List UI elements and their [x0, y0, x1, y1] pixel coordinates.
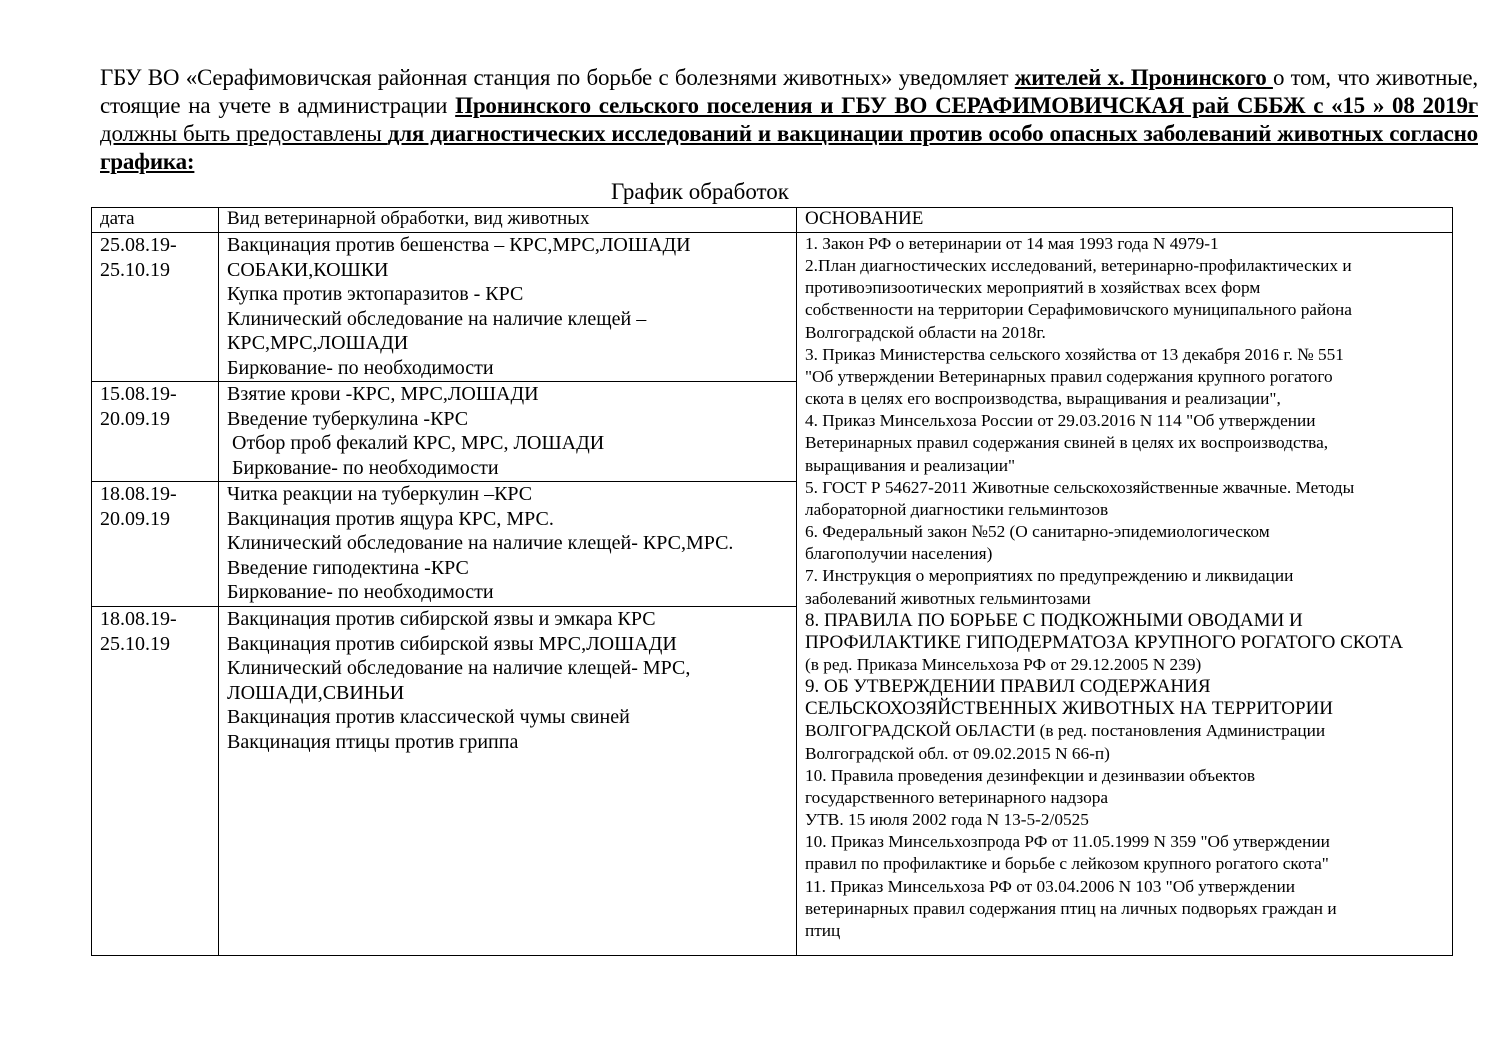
- basis-line: ПРОФИЛАКТИКЕ ГИПОДЕРМАТОЗА КРУПНОГО РОГАТОГО СКОТА: [805, 631, 1404, 653]
- date-start: 25.08.19-: [100, 234, 177, 256]
- date-cell: [92, 233, 219, 382]
- basis-line: 6. Федеральный закон №52 (О санитарно-эпидемиологическом: [805, 522, 1270, 542]
- basis-line: птиц: [805, 920, 841, 940]
- procedure-line: Купка против эктопаразитов - КРС: [227, 283, 524, 306]
- procedure-line: КРС,МРС,ЛОШАДИ: [227, 332, 409, 355]
- procedure-line: Клинический обследование на наличие клещей –: [227, 307, 647, 330]
- procedure-line: Отбор проб фекалий КРС, МРС, ЛОШАДИ: [227, 432, 605, 455]
- procedure-line: Взятие крови -КРС, МРС,ЛОШАДИ: [227, 383, 539, 405]
- basis-line: СЕЛЬСКОХОЗЯЙСТВЕННЫХ ЖИВОТНЫХ НА ТЕРРИТОРИИ: [805, 698, 1334, 720]
- basis-line: УТВ. 15 июля 2002 года N 13-5-2/0525: [805, 810, 1089, 830]
- procedure-line: ЛОШАДИ,СВИНЬИ: [227, 681, 405, 704]
- basis-line: 10. Приказ Минсельхозпрода РФ от 11.05.1999 N 359 "Об утверждении: [805, 832, 1330, 852]
- date-cell: [92, 382, 219, 482]
- basis-line: Волгоградской обл. от 09.02.2015 N 66-п): [805, 743, 1110, 763]
- date-end: 20.09.19: [100, 507, 170, 530]
- basis-line: ВОЛГОГРАДСКОЙ ОБЛАСТИ (в ред. постановления Администрации: [805, 721, 1326, 741]
- procedure-line: Биркование- по необходимости: [227, 356, 494, 379]
- date-start: 18.08.19-: [100, 483, 177, 505]
- procedure-line: Биркование- по необходимости: [227, 456, 499, 479]
- procedure-line: Вакцинация против бешенства – КРС,МРС,ЛОШАДИ: [227, 234, 691, 256]
- basis-line: скота в целях его воспроизводства, выращивания и реализации",: [805, 389, 1281, 409]
- header-date: дата: [92, 208, 219, 233]
- notice-paragraph: [100, 64, 1478, 176]
- basis-line: Волгоградской области на 2018г.: [805, 322, 1046, 342]
- notice-purpose: для диагностических исследований и вакцинации против особо опасных заболеваний животных согласно графика:: [100, 121, 1478, 174]
- header-basis: ОСНОВАНИЕ: [797, 208, 1453, 233]
- basis-line: 1. Закон РФ о ветеринарии от 14 мая 1993 года N 4979-1: [805, 234, 1219, 253]
- procedure-line: Вакцинация птицы против гриппа: [227, 730, 519, 753]
- basis-line: противоэпизоотических мероприятий в хозяйствах всех форм: [805, 278, 1261, 298]
- notice-residents: жителей х. Пронинского: [1014, 65, 1273, 90]
- basis-line: заболеваний животных гельминтозами: [805, 588, 1091, 608]
- procedure-line: СОБАКИ,КОШКИ: [227, 258, 389, 281]
- notice-text-2: о том, что животные, стоящие на учете в администрации: [100, 65, 1478, 118]
- procedure-line: Биркование- по необходимости: [227, 581, 494, 604]
- procedure-cell: [219, 607, 797, 956]
- basis-line: 11. Приказ Минсельхоза РФ от 03.04.2006 N 103 "Об утверждении: [805, 876, 1296, 896]
- date-end: 20.09.19: [100, 407, 170, 430]
- date-end: 25.10.19: [100, 258, 170, 281]
- basis-line: собственности на территории Серафимовичского муниципального района: [805, 300, 1352, 320]
- basis-line: 5. ГОСТ Р 54627-2011 Животные сельскохозяйственные жвачные. Методы: [805, 477, 1355, 497]
- basis-line: 9. ОБ УТВЕРЖДЕНИИ ПРАВИЛ СОДЕРЖАНИЯ: [805, 676, 1211, 698]
- procedure-line: Введение гиподектина -КРС: [227, 556, 469, 579]
- basis-cell: [797, 233, 1453, 956]
- basis-line: Ветеринарных правил содержания свиней в целях их воспроизводства,: [805, 433, 1329, 453]
- schedule-table: [91, 207, 1453, 956]
- basis-line: благополучии населения): [805, 544, 993, 564]
- table-row: [92, 233, 1453, 382]
- basis-line: (в ред. Приказа Минсельхоза РФ от 29.12.2005 N 239): [805, 654, 1202, 674]
- header-procedure: Вид ветеринарной обработки, вид животных: [219, 208, 797, 233]
- basis-line: 2.План диагностических исследований, ветеринарно-профилактических и: [805, 256, 1352, 276]
- procedure-line: Вакцинация против ящура КРС, МРС.: [227, 507, 554, 530]
- date-end: 25.10.19: [100, 632, 170, 655]
- procedure-cell: [219, 233, 797, 382]
- basis-line: 8. ПРАВИЛА ПО БОРЬБЕ С ПОДКОЖНЫМИ ОВОДАМИ И: [805, 609, 1303, 631]
- date-start: 15.08.19-: [100, 383, 177, 405]
- basis-line: выращивания и реализации": [805, 455, 1016, 475]
- basis-line: государственного ветеринарного надзора: [805, 787, 1109, 807]
- procedure-line: Читка реакции на туберкулин –КРС: [227, 483, 533, 505]
- date-cell: [92, 607, 219, 956]
- notice-text-3: должны быть предоставлены: [100, 121, 388, 146]
- basis-line: "Об утверждении Ветеринарных правил содержания крупного рогатого: [805, 366, 1333, 386]
- procedure-line: Вакцинация против сибирской язвы и эмкара КРС: [227, 608, 656, 630]
- basis-line: 4. Приказ Минсельхоза России от 29.03.2016 N 114 "Об утверждении: [805, 411, 1316, 431]
- procedure-line: Вакцинация против классической чумы свиней: [227, 706, 630, 729]
- schedule-title: График обработок: [611, 179, 789, 204]
- basis-line: лабораторной диагностики гельминтозов: [805, 499, 1109, 519]
- basis-line: правил по профилактике и борьбе с лейкозом крупного рогатого скота": [805, 854, 1329, 874]
- basis-line: ветеринарных правил содержания птиц на личных подворьях граждан и: [805, 898, 1337, 918]
- procedure-cell: [219, 382, 797, 482]
- notice-administration: Пронинского сельского поселения и ГБУ ВО СЕРАФИМОВИЧСКАЯ рай СББЖ с «15 » 08 2019г: [455, 93, 1478, 118]
- date-cell: [92, 482, 219, 607]
- basis-line: 10. Правила проведения дезинфекции и дезинвазии объектов: [805, 765, 1256, 785]
- procedure-line: Клинический обследование на наличие клещей- КРС,МРС.: [227, 532, 734, 555]
- basis-line: 3. Приказ Министерства сельского хозяйства от 13 декабря 2016 г. № 551: [805, 344, 1344, 364]
- procedure-cell: [219, 482, 797, 607]
- procedure-line: Вакцинация против сибирской язвы МРС,ЛОШАДИ: [227, 632, 677, 655]
- procedure-line: Введение туберкулина -КРС: [227, 407, 469, 430]
- procedure-line: Клинический обследование на наличие клещей- МРС,: [227, 657, 691, 680]
- date-start: 18.08.19-: [100, 608, 177, 630]
- basis-line: 7. Инструкция о мероприятиях по предупреждению и ликвидации: [805, 566, 1294, 586]
- notice-text-1: ГБУ ВО «Серафимовичская районная станция по борьбе с болезнями животных» уведомляет: [100, 65, 1015, 90]
